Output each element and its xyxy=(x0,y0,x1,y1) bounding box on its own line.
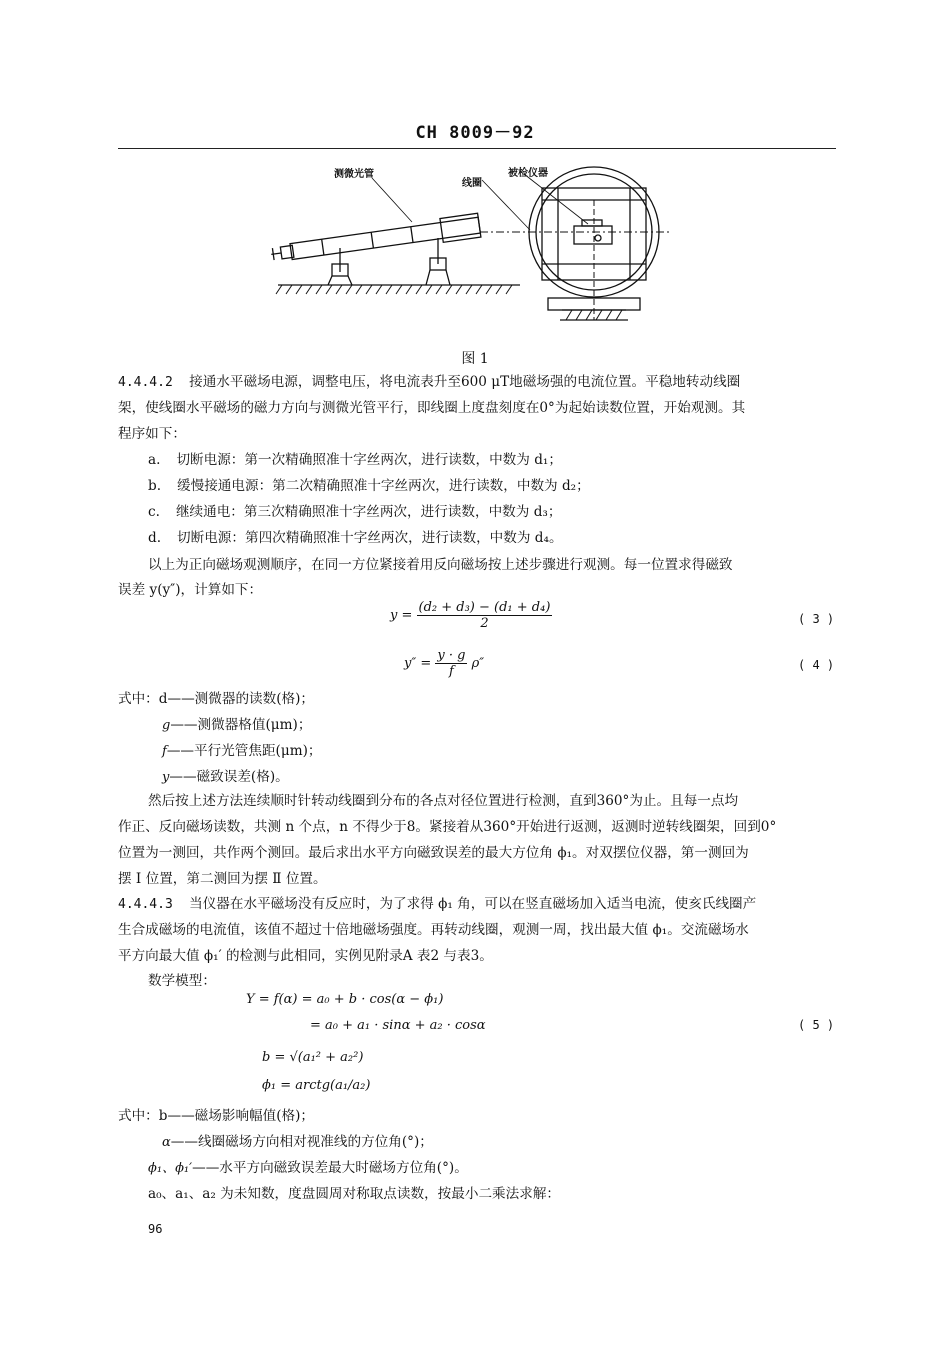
step-text: 切断电源：第一次精确照准十字丝两次，进行读数，中数为 d₁； xyxy=(176,452,562,468)
step-text: 继续通电：第三次精确照准十字丝两次，进行读数，中数为 d₃； xyxy=(175,504,562,520)
paragraph-text: 当仪器在水平磁场没有反应时，为了求得 ϕ₁ 角，可以在竖直磁场加入适当电流，使亥氏线圈产 xyxy=(189,896,757,912)
step-key: d. xyxy=(148,530,162,546)
definition-f xyxy=(162,738,322,765)
eq5-line1: Y = f(α) = a₀ + b · cos(α − ϕ₁) xyxy=(246,992,444,1007)
definition-phi xyxy=(148,1155,468,1182)
def-symbol: f xyxy=(162,744,167,759)
section-4443-line2: 生合成磁场的电流值，该值不超过十倍地磁场强度。再转动线圈，观测一周，找出最大值 ϕ₁。交流磁场水 xyxy=(118,922,749,938)
collimator-tube xyxy=(270,213,481,266)
figure-1 xyxy=(262,160,682,339)
figure-caption: 图 1 xyxy=(461,351,489,367)
def-symbol: y xyxy=(162,770,170,785)
step-a xyxy=(148,447,562,473)
def-symbol: ϕ₁、ϕ₁′ xyxy=(148,1161,193,1176)
paragraph-reverse-field: 以上为正向磁场观测顺序，在同一方位紧接着用反向磁场按上述步骤进行观测。每一位置求得磁致 xyxy=(148,557,733,573)
paragraph-rotation-2: 作正、反向磁场读数，共测 n 个点，n 不得少于8。紧接着从360°开始进行返测，返测时逆转线圈架，回到0° xyxy=(118,819,777,835)
paragraph-text: 接通水平磁场电源，调整电压，将电流表升至600 μT地磁场强的电流位置。平稳地转动线圈 xyxy=(189,374,741,390)
least-squares-note: a₀、a₁、a₂ 为未知数，度盘圆周对称取点读数，按最小二乘法求解： xyxy=(148,1186,561,1202)
eq4-numerator: y · g xyxy=(437,648,466,663)
def-text: ——线圈磁场方向相对视准线的方位角(°)； xyxy=(170,1134,433,1150)
step-key: c. xyxy=(148,504,160,520)
step-c xyxy=(148,499,561,525)
step-key: b. xyxy=(148,478,162,494)
eq5-line4: ϕ₁ = arctg(a₁/a₂) xyxy=(262,1078,371,1093)
def-text: ——测微器的读数(格)； xyxy=(167,691,315,707)
definition-d xyxy=(118,686,314,712)
def-text: ——平行光管焦距(μm)； xyxy=(166,743,322,759)
tested-instrument xyxy=(574,226,612,244)
paragraph-reverse-field-2: 误差 y(y″)，计算如下： xyxy=(118,582,263,598)
label-instrument: 被检仪器 xyxy=(508,168,548,179)
paragraph-rotation-1: 然后按上述方法连续顺时针转动线圈到分布的各点对径位置进行检测，直到360°为止。且每一点均 xyxy=(148,793,739,809)
label-coil: 线圈 xyxy=(462,178,482,189)
eq4-tag: ( 4 ) xyxy=(798,658,835,672)
section-4442-line2: 架，使线圈水平磁场的磁力方向与测微光管平行，即线圈上度盘刻度在0°为起始读数位置，开始观测。其 xyxy=(118,400,746,416)
definition-y xyxy=(162,764,289,791)
eq3-denominator: 2 xyxy=(480,616,489,631)
eq5-line3: b = √(a₁² + a₂²) xyxy=(262,1050,364,1065)
step-text: 缓慢接通电源：第二次精确照准十字丝两次，进行读数，中数为 d₂； xyxy=(177,478,590,494)
def-text: ——测微器格值(μm)； xyxy=(170,717,312,733)
eq4-denominator: f xyxy=(449,664,454,679)
step-b xyxy=(148,473,590,499)
eq5-tag: ( 5 ) xyxy=(798,1018,835,1032)
definition-alpha xyxy=(162,1129,433,1156)
standard-code-header: CH 8009－92 xyxy=(415,123,535,143)
step-d xyxy=(148,525,563,551)
section-4442-line3: 程序如下： xyxy=(118,426,186,442)
section-4442-line1 xyxy=(118,369,740,396)
eq4-fraction xyxy=(435,648,467,679)
page-number: 96 xyxy=(148,1222,163,1236)
def-text: ——磁场影响幅值(格)； xyxy=(167,1108,315,1124)
step-key: a. xyxy=(148,452,161,468)
definition-g xyxy=(162,712,311,739)
eq4-rho: ρ″ xyxy=(471,656,485,671)
def-text: ——水平方向磁致误差最大时磁场方位角(°)。 xyxy=(192,1160,468,1176)
eq3-lhs: y = xyxy=(390,608,413,623)
equation-3 xyxy=(390,600,552,631)
section-number: 4.4.4.3 xyxy=(118,897,173,912)
eq4-lhs: y″ = xyxy=(404,656,432,671)
paragraph-rotation-3: 位置为一测回，共作两个测回。最后求出水平方向磁致误差的最大方位角 ϕ₁。对双摆位仪器，第一测回为 xyxy=(118,845,749,861)
math-model-label: 数学模型： xyxy=(148,973,216,989)
label-collimator: 测微光管 xyxy=(334,169,374,180)
eq3-tag: ( 3 ) xyxy=(798,612,835,626)
header-rule xyxy=(118,148,836,149)
eq3-fraction xyxy=(417,600,553,631)
section-number: 4.4.4.2 xyxy=(118,375,173,390)
eq3-numerator: (d₂ + d₃) − (d₁ + d₄) xyxy=(418,600,551,615)
def-symbol: 式中：d xyxy=(118,691,168,707)
section-4443-line1 xyxy=(118,891,756,918)
def-symbol: 式中：b xyxy=(118,1108,168,1124)
def-symbol: g xyxy=(162,718,171,733)
section-4443-line3: 平方向最大值 ϕ₁′ 的检测与此相同，实例见附录A 表2 与表3。 xyxy=(118,948,493,964)
def-text: ——磁致误差(格)。 xyxy=(169,769,289,785)
def-symbol: α xyxy=(162,1135,171,1150)
equation-4 xyxy=(404,648,484,679)
paragraph-rotation-4: 摆 Ⅰ 位置，第二测回为摆 Ⅱ 位置。 xyxy=(118,871,327,887)
eq5-line2: = a₀ + a₁ · sinα + a₂ · cosα xyxy=(310,1018,486,1033)
step-text: 切断电源：第四次精确照准十字丝两次，进行读数，中数为 d₄。 xyxy=(177,530,563,546)
definition-b xyxy=(118,1103,314,1129)
